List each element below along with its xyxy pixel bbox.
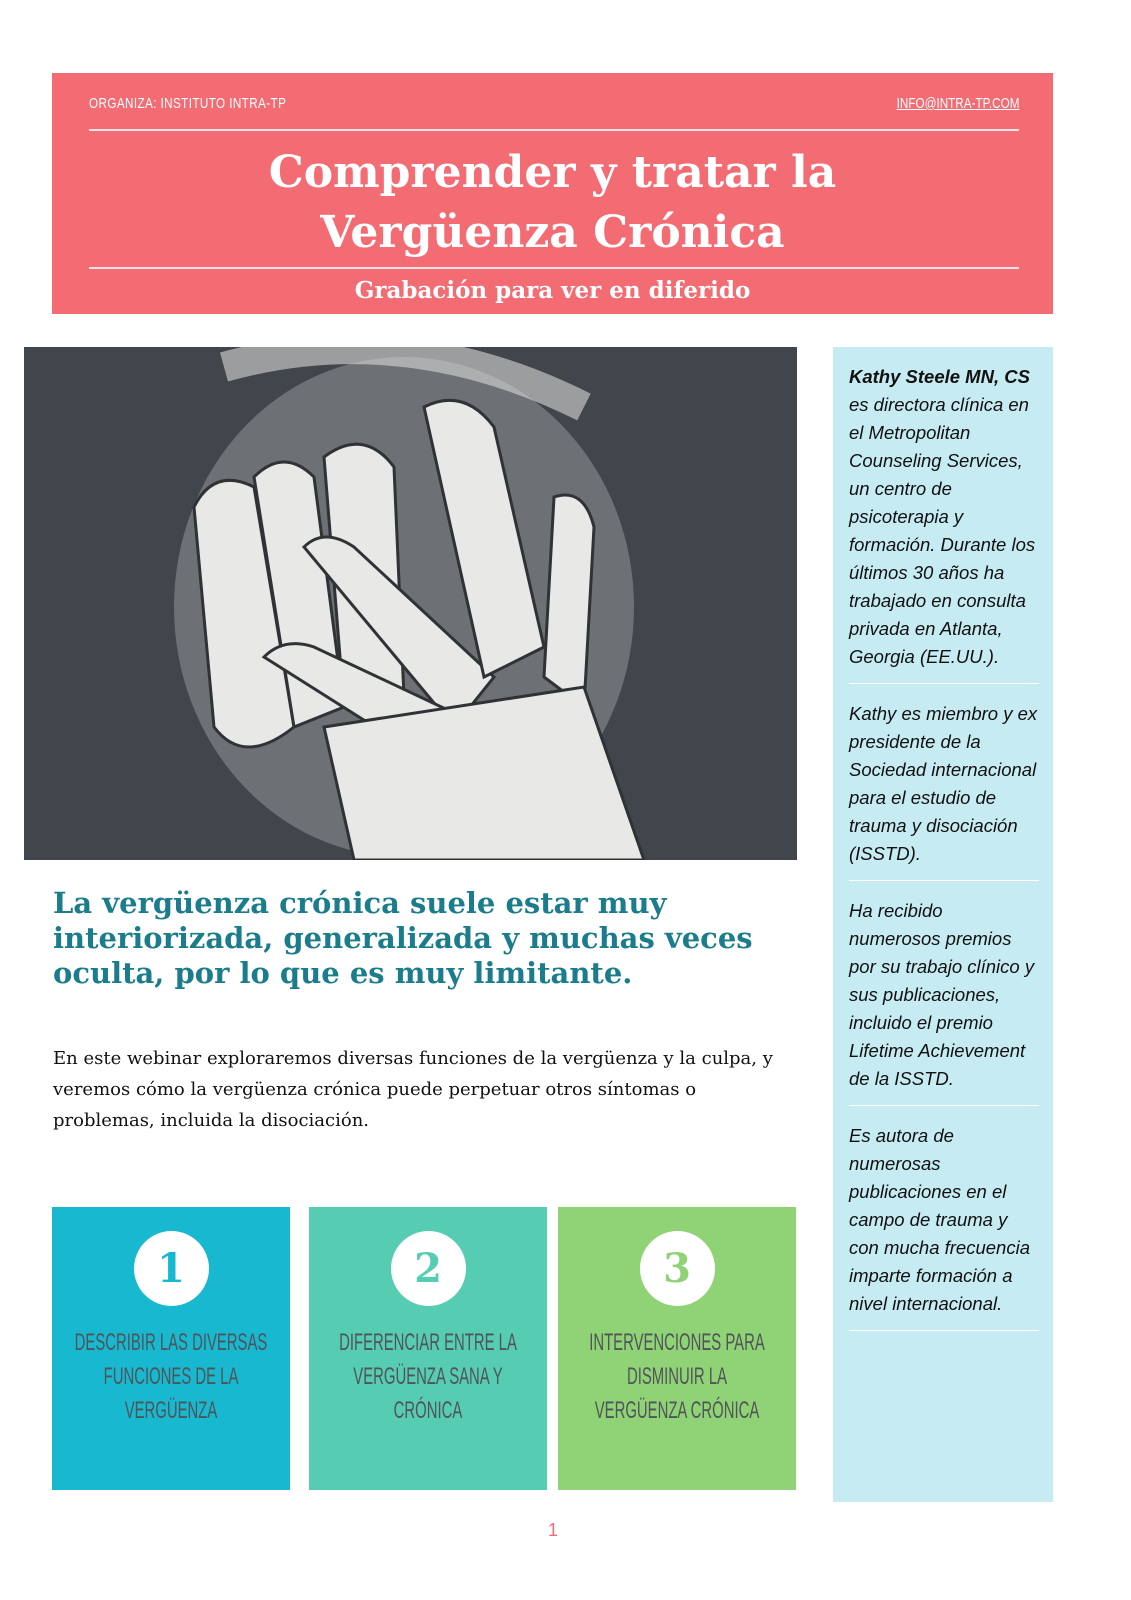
email-link[interactable]: INFO@INTRA-TP.COM xyxy=(896,95,1019,112)
objective-card-2 xyxy=(309,1207,547,1490)
step-number: 1 xyxy=(134,1231,209,1306)
objective-text: INTERVENCIONES PARA DISMINUIR LA VERGÜENZA CRÓNICA xyxy=(589,1329,765,1424)
divider xyxy=(849,1105,1039,1106)
header-banner xyxy=(52,73,1053,314)
bio-paragraph: Kathy es miembro y ex presidente de la Sociedad internacional para el estudio de trauma y disociación (ISSTD). xyxy=(849,703,1038,864)
bio-paragraph: Es autora de numerosas publicaciones en el campo de trauma y con mucha frecuencia imparte formación a nivel internacional. xyxy=(849,1125,1030,1314)
step-number: 2 xyxy=(391,1231,466,1306)
divider xyxy=(89,267,1019,269)
organizer-label: ORGANIZA: INSTITUTO INTRA-TP xyxy=(89,95,287,112)
hands-covering-face-image xyxy=(24,347,797,860)
objective-card-3 xyxy=(558,1207,796,1490)
objective-card-1 xyxy=(52,1207,290,1490)
step-number: 3 xyxy=(640,1231,715,1306)
objective-text: DIFERENCIAR ENTRE LA VERGÜENZA SANA Y CRÓNICA xyxy=(339,1329,517,1424)
page-title: Comprender y tratar la Vergüenza Crónica xyxy=(268,147,837,258)
page-number: 1 xyxy=(548,1520,559,1540)
divider xyxy=(849,683,1039,684)
divider xyxy=(89,129,1019,131)
bio-paragraph: Ha recibido numerosos premios por su trabajo clínico y sus publicaciones, incluido el premio Lifetime Achievement de la ISSTD. xyxy=(849,900,1035,1089)
headline: La vergüenza crónica suele estar muy interiorizada, generalizada y muchas veces oculta, por lo que es muy limitante. xyxy=(53,886,753,990)
divider xyxy=(849,1330,1039,1331)
objective-text: DESCRIBIR LAS DIVERSAS FUNCIONES DE LA VERGÜENZA xyxy=(74,1329,268,1424)
description-text: En este webinar exploraremos diversas funciones de la vergüenza y la culpa, y veremos cómo la vergüenza crónica puede perpetuar otros síntomas o problemas, incluida la disociación. xyxy=(53,1048,773,1131)
speaker-bio-sidebar xyxy=(833,347,1053,1502)
bio-paragraph: Kathy Steele MN, CS es directora clínica en el Metropolitan Counseling Services, un centro de psicoterapia y formación. Durante los últimos 30 años ha trabajado en consulta privada en Atlanta, Georgia (EE.UU.). xyxy=(849,366,1036,667)
subtitle: Grabación para ver en diferido xyxy=(354,277,751,304)
divider xyxy=(849,880,1039,881)
